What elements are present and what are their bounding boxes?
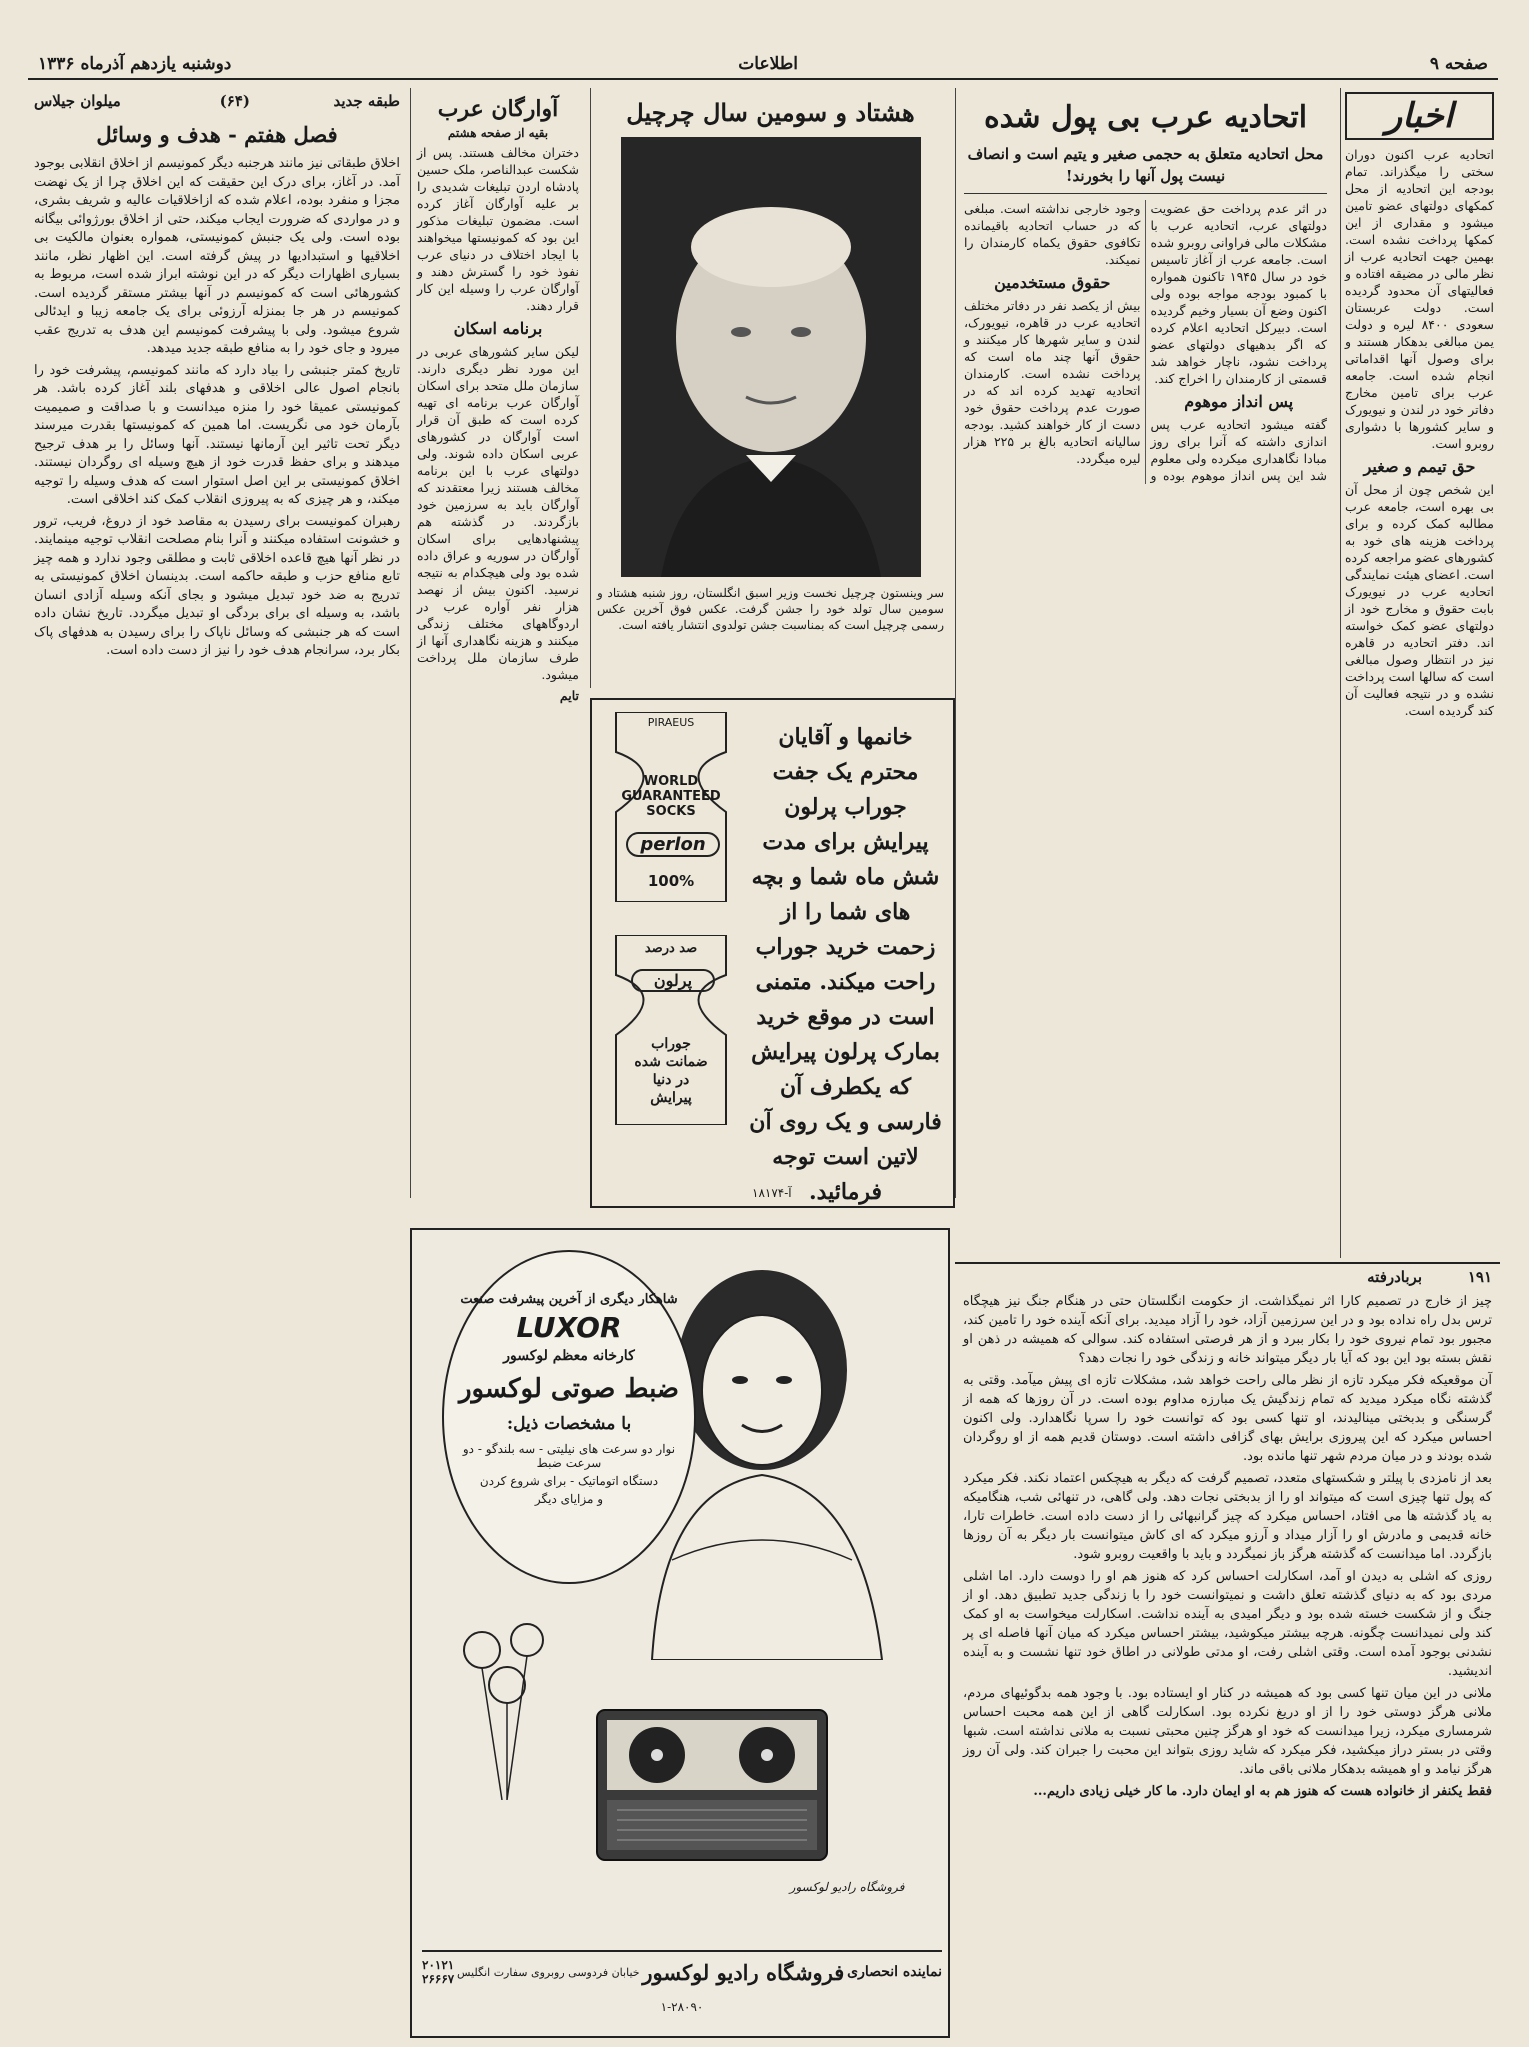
serial-text: چیز از خارج در تصمیم کارا اثر نمیگذاشت. از حکومت انگلستان حتی در هنگام جنگ نیز هیچگاه ترس بدل راه نداده بود و در این سرزمین آزاد، خود را آزاد میدید. برای آنکه آینده خود را تامین کند، مجبور بود تمام نیروی خود را بکار ببرد و از هر فرصتی استفاده کند. سوالی که همیشه در ذهن او نقش بسته بود این بود که آیا بار دیگر میتواند خانه و زندگی خود را نجات دهد؟ آن موقعیکه فکر میکرد تازه از نظر مالی راحت خواهد شد، مشکلات تازه ای پیش میآمد. وقتی به گذشته نگاه میکرد میدید که تمام زندگیش یک مبارزه مداوم بوده است. در آن روزها که همه از گرسنگی و بدبختی مینالیدند، او تنها کسی بود که توانست خود را سرپا نگاهدارد. ولی اکنون احساس میکرد که این پیروزی برایش بهای گزافی داشته است. دوستان قدیم همه از او روگردان شده بودند و در میان مردم شهر تنها مانده بود. بعد از نامزدی با پیلتر و شکستهای متعدد، تصمیم گرفت که دیگر به هیچکس اعتماد نکند. فکر میکرد که پول تنها چیزی است که میتواند او را از بدبختی نجات دهد. ولی گاهی، در تنهائی شب، هنگامیکه به یاد گذشته ها می افتاد، احساس میکرد که چیز گرانبهائی را از دست داده است. خاطرات تارا، خانه قدیمی و مادرش او را آزار میداد و آرزو میکرد که ای کاش میتوانست بار دیگر به آن روزها بازگردد. اما میدانست که گذشته هرگز باز نمیگردد و باید با واقعیت روبرو شود. روزی که اشلی به دیدن او آمد، اسکارلت احساس کرد که هنوز هم او را دوست دارد. اما اشلی مردی بود که به دنیای گذشته تعلق داشت و نمیتوانست خود را با زندگی جدید تطبیق دهد. او از جنگ و از شکست خسته شده بود و دیگر امیدی به آینده نداشت. اسکارلت میخواست به او کمک کند ولی نمیدانست چگونه. هرچه بیشتر میکوشید، بیشتر احساس میکرد که میان آنها فاصله ای پر نشدنی بوجود آمده است. وقتی اشلی رفت، او مدتی طولانی در اطاق خود تنها نشست و به آینده اندیشید. ملانی در این میان تنها کسی بود که همیشه در کنار او ایستاده بود. با وجود همه بدگوئیهای مردم، ملانی هرگز دوستی خود را از او دریغ نکرده بود. اسکارلت گاهی از این همه محبت احساس شرمساری میکرد، زیرا میدانست که خود او هرگز چنین محبتی نسبت به ملانی نداشته است. شبها وقتی در بستر دراز میکشید، فکر میکرد که شاید روزی بتواند این محبت را جبران کند. ولی آن روز هرگز نیامد و او همیشه بدهکار ملانی باقی ماند. فقط یکنفر از خانواده هست که هنوز هم به او ایمان دارد. ما کار خیلی زیادی داریم... xyxy=(963,1294,1493,1799)
page-label: صفحه ۹ xyxy=(1429,54,1488,74)
article-headline: اتحادیه عرب بی پول شده xyxy=(983,100,1308,135)
sock-package-farsi: صد درصد پرلون جوراب ضمانت شده در دنیا پیرایش xyxy=(606,935,736,1125)
news-logo: اخبار xyxy=(1345,92,1494,140)
perlon-ad-text: خانمها و آقایان محترم یک جفت جوراب پرلون پیرایش برای مدت شش ماه شما و بچه های شما را از زحمت خرید جوراب راحت میکند. متمنی است در موقع خرید بمارک پرلون پیرایش که یکطرف آن فارسی و یک روی آن لاتین است توجه فرمائید. xyxy=(749,724,942,1205)
sock-guarantee: WORLD GUARANTEED SOCKS xyxy=(621,774,721,819)
perlon-logo-farsi: پرلون xyxy=(631,969,715,992)
news-body: اتحادیه عرب اکنون دوران سختی را میگذراند. تمام بودجه این اتحادیه از محل کمکهای دولتهای عضو تامین میشود و مقداری از این کمکها پرداخت نشده است. بهمین جهت اتحادیه عرب از نظر مالی در مضیقه افتاده و فعالیتهای آن محدود گردیده است. دولت عربستان سعودی ۸۴۰۰ لیره و دولت یمن مبالغی بدهکار هستند و برای وصول آنها اقداماتی انجام شده است. جامعه عرب برای تامین مخارج دفاتر خود در لندن و نیویورک و سایر کشورها با دشواری روبرو است. حق تیمم و صغیر این شخص چون از محل آن بی بهره است، جامعه عرب مطالبه کمک کرده و برای پرداخت هزینه های خود به کشورهای عضو مراجعه کرده است. اعضای هیئت نمایندگی اتحادیه عرب در نیویورک بابت حقوق و مخارج خود از دولتهای عضو کمک خواسته اند. دفتر اتحادیه در قاهره نیز در انتظار وصول مبالغی است که سالها است پرداخت نشده و در نتیجه فعالیت آن کند گردیده است. xyxy=(1345,147,1494,718)
subhead-salaries: حقوق مستخدمین xyxy=(994,273,1111,292)
continued-note: بقیه از صفحه هشتم xyxy=(447,126,549,140)
luxor-footer: نماینده انحصاری فروشگاه رادیو لوکسور خیابان فردوسی روبروی سفارت انگلیس ۲۰۱۲۱ ۲۶۶۶۷ ۱-۲۸۰۹۰ xyxy=(422,1950,942,2014)
refugees-source: تایم xyxy=(559,688,579,703)
sock-brand: PIRAEUS xyxy=(647,716,695,729)
paper-name: اطلاعات xyxy=(738,54,798,74)
new-class-serial xyxy=(28,88,406,2038)
luxor-code: ۱-۲۸۰۹۰ xyxy=(660,2000,704,2014)
refugees-body: دختران مخالف هستند. پس از شکست عبدالناصر، ملک حسین پادشاه اردن تبلیغات شدیدی را بر علیه آوارگان آغاز کرده است. مضمون تبلیغات مذکور این بود که کمونیستها میخواهند با ایجاد اختلاف در دنیای عرب نفوذ خود را گسترش دهند و آوارگان عرب را وسیله این کار قرار دهند. برنامه اسکان لیکن سایر کشورهای عربی در این مورد نظر دیگری دارند. سازمان ملل متحد برای اسکان آوارگان عرب برنامه ای تهیه کرده است که طبق آن قرار است آوارگان در کشورهای عربی اسکان داده شوند. ولی دولتهای عرب با این برنامه مخالف هستند زیرا معتقدند که آوارگان باید به سرزمین خود بازگردند. در گذشته هم پیشنهادهایی برای اسکان آوارگان در سوریه و عراق داده شده بود ولی هیچکدام به نتیجه نرسید. اکنون بیش از نهصد هزار نفر آواره عرب در اردوگاههای مختلف زندگی میکنند و هزینه نگاهداری آنها از طرف سازمان ملل پرداخت میشود. تایم xyxy=(417,145,579,703)
serial-author: میلوان جیلاس xyxy=(34,92,121,110)
news-column xyxy=(1340,88,1498,1258)
serial-episode: ۱۹۱ xyxy=(1467,1268,1492,1286)
luxor-oval: شاهکار دیگری از آخرین پیشرفت صنعت LUXOR کارخانه معظم لوکسور ضبط صوتی لوکسور با مشخصات ذیل: نوار دو سرعت های نیلیتی - سه بلندگو - دو سرعت ضبط دستگاه اتوماتیک - برای شروع کردن و مزایای دیگر xyxy=(442,1250,696,1584)
subhead-savings: پس انداز موهوم xyxy=(1184,392,1294,411)
serial-headline: فصل هفتم - هدف و وسائل xyxy=(96,122,338,147)
churchill-caption: سر وینستون چرچیل نخست وزیر اسبق انگلستان، روز شنبه هشتاد و سومین سال تولد خود را جشن گرفت. عکس فوق آخرین عکس رسمی چرچیل است که بمناسبت جشن تولدوی انتشار یافته است. xyxy=(597,586,944,632)
tape-recorder-image xyxy=(587,1670,837,1870)
sock-package-latin xyxy=(606,712,736,902)
luxor-side-text: فروشگاه رادیو لوکسور xyxy=(789,1880,905,1894)
sock-percent: 100% xyxy=(647,872,695,890)
issue-date: دوشنبه یازدهم آذرماه ۱۳۳۶ xyxy=(38,54,232,74)
serial-kicker: طبقه جدید xyxy=(333,92,400,110)
luxor-phones: ۲۰۱۲۱ ۲۶۶۶۷ xyxy=(422,1958,455,1986)
perlon-logo: perlon xyxy=(626,832,720,857)
serial-number: (۶۴) xyxy=(219,92,250,110)
luxor-logo: LUXOR xyxy=(516,1311,622,1344)
serial-header xyxy=(34,92,400,118)
flower-bouquet xyxy=(442,1610,572,1800)
churchill-photo xyxy=(621,137,921,577)
serial-body: اخلاق طبقاتی نیز مانند هرجنبه دیگر کمونیسم از اخلاق انقلابی بوجود آمد. در آغاز، برای درک این حقیقت که این اخلاق چرا از یک نهضت مجزا و منفرد بوده، اعلام شده که ازاخلاقیات عالیه و شریف بشری، و در مواردی که ضرورت ایجاب میکند، حتی از اخلاق بورژوائی بیگانه بوده است. ولی یک جنبش کمونیستی، همواره بعنوان مالکیت بی اخلاقیها و استبدادیها در پیش گرفته است. این اظهار نظر، مانند بسیاری اظهارات دیگر که در این نوشته ابراز شده است، مربوط به کشورهائی است که کمونیسم در آنها بیشتر مستقر گردیده است. کمونیسم در هر جا بمنزله آرزوئی برای یک جامعه زیبا و ایدئالی شروع میشود. ولی با پیشرفت کمونیسم این هدف به تدریج عقب میرود و جای خود را به منافع طبقه جدید میدهد. تاریخ کمتر جنبشی را بیاد دارد که مانند کمونیسم، پیشرفت خود را بانجام اصول عالی اخلاقی و هدفهای بلند آغاز کرده باشد. هر کمونیستی عمیقا خود را منزه میدانست و با صداقت و صمیمیت بآرمان خود می نگریست. اما همین که کمونیستها بقدرت میرسند دیگر تحت تاثیر این آرمانها نیستند. آنها وسائل را بر هدف ترجیح میدهند و برای حفظ قدرت خود از هیچ وسیله ای روگردان نیستند. اخلاق کمونیستی بر این اصل استوار است که هدف وسیله را توجیه میکند، و هر چیزی که به پیروزی انقلاب کمک کند اخلاقی است. رهبران کمونیست برای رسیدن به مقاصد خود از دروغ، فریب، ترور و خشونت استفاده میکنند و آنرا بنام مصلحت انقلاب توجیه مینمایند. در نظر آنها هیچ قاعده اخلاقی ثابت و مطلقی وجود ندارد و همه چیز تابع منافع حزب و طبقه حاکمه است. بدینسان اخلاق کمونیستی به تدریج به ضد خود تبدیل میشود و بجای آنکه وسیله آزادی انسان باشد، به وسیله ای برای بردگی او تبدیل میگردد. تاریخ نشان داده است که هر جنبشی که وسائل ناپاک را برای رسیدن به هدفهای پاک بکار برد، سرانجام هدف خود را نیز از دست داده است. xyxy=(34,156,400,658)
luxor-store-name: فروشگاه رادیو لوکسور xyxy=(642,1959,845,1985)
churchill-article xyxy=(590,88,950,688)
refugees-headline: آوارگان عرب xyxy=(437,96,559,122)
ad-code: آ-۱۸۱۷۴ xyxy=(752,1186,792,1200)
gone-with-wind-serial xyxy=(955,1262,1500,2037)
serial-title: بربادرفته xyxy=(1367,1268,1422,1286)
luxor-headline: ضبط صوتی لوکسور xyxy=(458,1374,680,1404)
churchill-headline: هشتاد و سومین سال چرچیل xyxy=(626,98,915,127)
arab-league-article xyxy=(955,88,1335,1198)
article-body: در اثر عدم پرداخت حق عضویت دولتهای عرب، اتحادیه عرب با مشکلات مالی فراوانی روبرو شده است. جامعه عرب از آغاز تاسیس خود در سال ۱۹۴۵ تاکنون همواره با کمبود بودجه مواجه بوده ولی اکنون وضع آن بسیار وخیم گردیده است. دبیرکل اتحادیه اعلام کرده که اگر بدهیهای دولتهای عضو پرداخت نشود، ناچار خواهد شد قسمتی از کارمندان را اخراج کند. پس انداز موهوم گفته میشود اتحادیه عرب پس اندازی داشته که آنرا برای روز مبادا نگاهداری میکرده ولی معلوم شد این پس انداز موهوم بوده و وجود خارجی نداشته است. مبلغی که در حساب اتحادیه باقیمانده تکافوی حقوق یکماه کارمندان را نمیکند. حقوق مستخدمین بیش از یکصد نفر در دفاتر مختلف اتحادیه عرب در قاهره، نیویورک، لندن و سایر شهرها کار میکنند و حقوق آنها چند ماه است که پرداخت نشده است. کارمندان اتحادیه تهدید کرده اند که در صورت عدم پرداخت حقوق خود دست از کار خواهند کشید. بودجه سالیانه اتحادیه بالغ بر ۲۲۵ هزار لیره میگردد. xyxy=(964,201,1327,483)
article-deck: محل اتحادیه متعلق به حجمی صغیر و یتیم است و انصاف نیست پول آنها را بخورند! xyxy=(964,143,1327,194)
refugees-article xyxy=(410,88,585,1198)
refugees-subhead: برنامه اسکان xyxy=(453,319,543,338)
news-subhead: حق تیمم و صغیر xyxy=(1363,457,1476,476)
perlon-socks-ad xyxy=(590,698,955,1208)
luxor-tape-recorder-ad xyxy=(410,1228,950,2038)
masthead xyxy=(28,50,1498,80)
